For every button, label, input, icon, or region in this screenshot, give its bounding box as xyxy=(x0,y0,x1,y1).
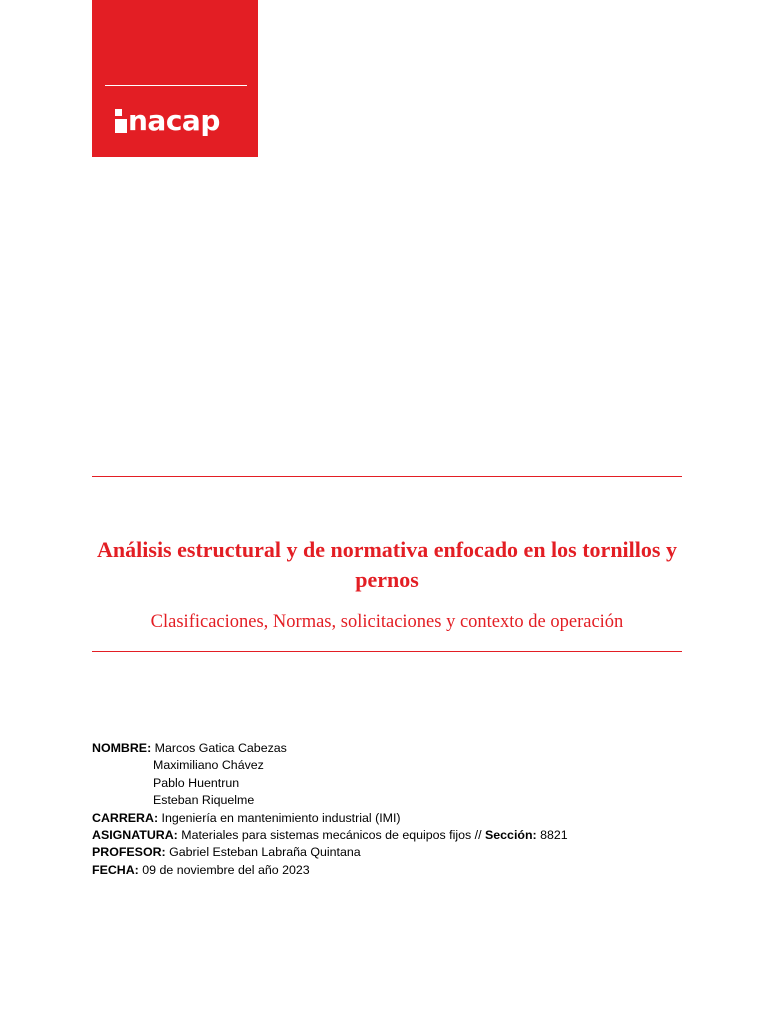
inacap-i-icon xyxy=(115,109,127,133)
document-title: Análisis estructural y de normativa enfocado en los tornillos y pernos xyxy=(97,537,677,592)
fecha-row xyxy=(92,862,692,879)
fecha-label: FECHA: xyxy=(92,862,139,877)
nombre-label: NOMBRE: xyxy=(92,741,152,755)
seccion-value: 8821 xyxy=(540,828,568,843)
inacap-logo xyxy=(92,0,258,157)
logo-text: nacap xyxy=(128,104,220,137)
student-name-row xyxy=(92,757,692,774)
asignatura-value: Materiales para sistemas mecánicos de equipos fijos // xyxy=(181,828,482,843)
nombre-row xyxy=(92,740,692,757)
title-top-rule xyxy=(92,476,682,477)
student-name-row xyxy=(92,775,692,792)
document-subtitle: Clasificaciones, Normas, solicitaciones y contexto de operación xyxy=(150,612,624,632)
fecha-value: 09 de noviembre del año 2023 xyxy=(142,862,310,877)
student-name: Maximiliano Chávez xyxy=(153,758,264,773)
carrera-row xyxy=(92,810,692,827)
logo-wordmark xyxy=(115,100,220,138)
carrera-label: CARRERA: xyxy=(92,810,159,825)
carrera-value: Ingeniería en mantenimiento industrial (IMI) xyxy=(161,810,401,825)
title-bottom-rule xyxy=(92,651,682,652)
profesor-row xyxy=(92,844,692,861)
student-name: Esteban Riquelme xyxy=(153,793,255,808)
student-name-row xyxy=(92,792,692,809)
profesor-label: PROFESOR: xyxy=(92,845,166,860)
student-info-block xyxy=(92,740,692,879)
asignatura-label: ASIGNATURA: xyxy=(92,828,178,843)
seccion-label: Sección: xyxy=(485,828,537,843)
student-name: Pablo Huentrun xyxy=(153,775,240,790)
profesor-value: Gabriel Esteban Labraña Quintana xyxy=(169,845,361,860)
student-name: Marcos Gatica Cabezas xyxy=(154,741,287,755)
logo-divider xyxy=(105,85,247,86)
asignatura-row xyxy=(92,827,692,844)
